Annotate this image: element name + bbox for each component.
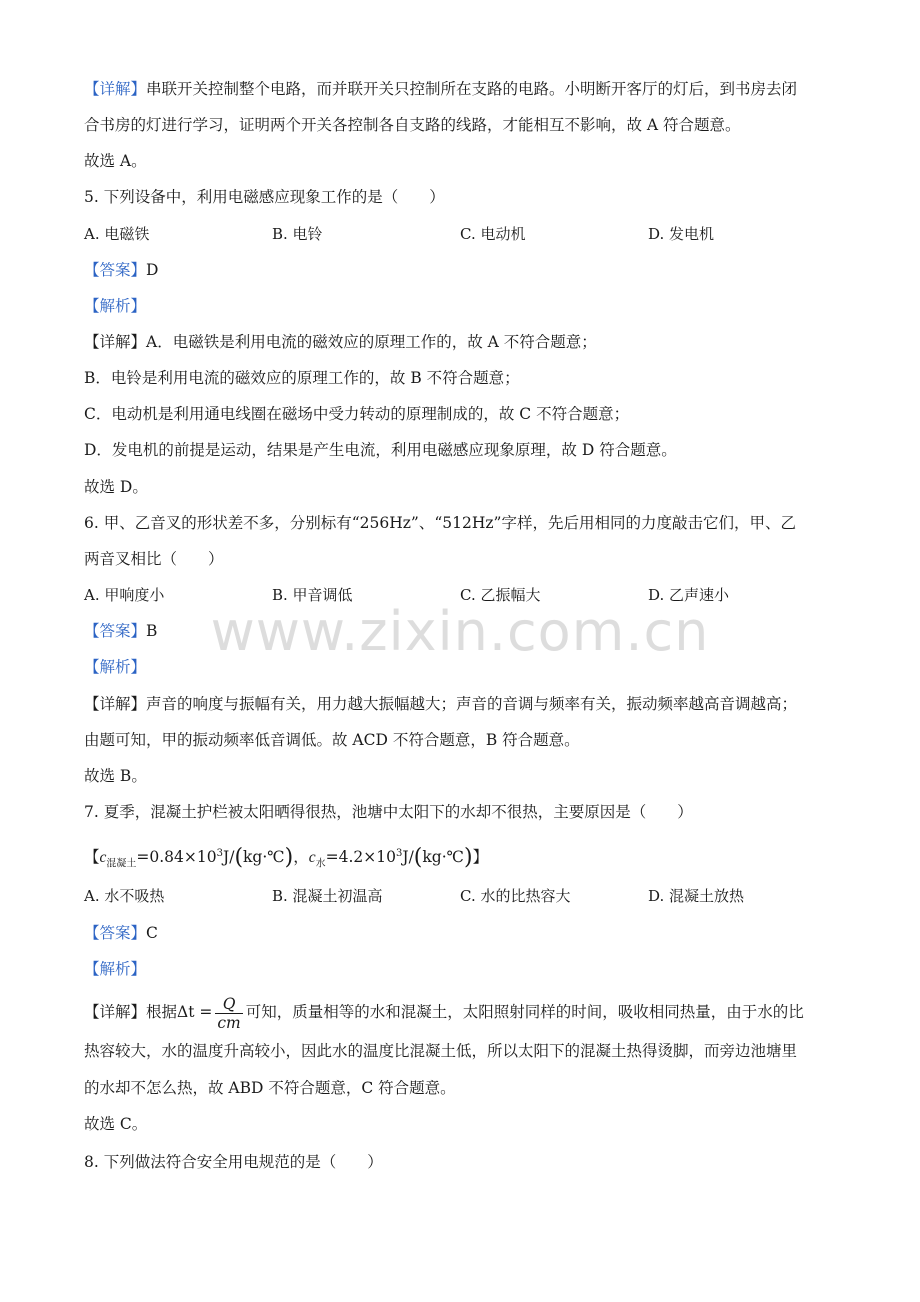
q7-data-formula: 【$c_{混凝土}=0.84\times 10^3J/(kg\cdot℃)$，$c_水=4.2\times 10^3J/(kg\cdot℃)$】 [84, 845, 489, 871]
delta-t: Δt = [177, 1003, 213, 1021]
q6-analysis-tag: 【解析】 [84, 658, 147, 676]
q8-stem: 8. 下列做法符合安全用电规范的是（ ） [84, 1153, 383, 1171]
q4-detail-line-2: 合书房的灯进行学习，证明两个开关各控制各自支路的线路，才能相互不影响，故 A 符合题意。 [84, 116, 741, 134]
q7-answer: 【答案】C [84, 924, 158, 942]
q5-option-d: D. 发电机 [648, 225, 715, 243]
q6-stem-line-1: 6. 甲、乙音叉的形状差不多，分别标有“256Hz”、“512Hz”字样，先后用相同的力度敲击它们，甲、乙 [84, 514, 796, 532]
q7-detail-line-1: 【详解】根据Δt = $\frac{Q}{cm}$ 可知，质量相等的水和混凝土，太阳照射同样的时间，吸收相同热量，由于水的比 [84, 994, 804, 1032]
q5-choice: 故选 D。 [84, 478, 148, 496]
q7-analysis-tag: 【解析】 [84, 960, 147, 978]
q6-option-c: C. 乙振幅大 [460, 586, 541, 604]
heat-fraction: $\frac{Q}{cm}$ [217, 994, 241, 1032]
q7-choice: 故选 C。 [84, 1115, 148, 1133]
watermark: www.zixin.com.cn [210, 600, 710, 663]
q6-detail-line-2: 由题可知，甲的振动频率低音调低。故 ACD 不符合题意，B 符合题意。 [84, 731, 580, 749]
q6-option-b: B. 甲音调低 [272, 586, 353, 604]
q7-option-d: D. 混凝土放热 [648, 887, 745, 905]
q5-detail-line-2: B．电铃是利用电流的磁效应的原理工作的，故 B 不符合题意； [84, 369, 520, 387]
q6-option-d: D. 乙声速小 [648, 586, 730, 604]
q4-detail-line-1: 【详解】串联开关控制整个电路，而并联开关只控制所在支路的电路。小明断开客厅的灯后，到书房去闭 [84, 80, 798, 98]
q6-answer: 【答案】B [84, 622, 158, 640]
answer-tag: 【答案】 [84, 261, 147, 279]
q5-stem: 5. 下列设备中，利用电磁感应现象工作的是（ ） [84, 188, 445, 206]
q5-detail-line-3: C．电动机是利用通电线圈在磁场中受力转动的原理制成的，故 C 不符合题意； [84, 405, 630, 423]
detail-tag: 【详解】 [84, 80, 147, 98]
q6-stem-line-2: 两音叉相比（ ） [84, 550, 224, 568]
q5-detail-line-4: D．发电机的前提是运动，结果是产生电流，利用电磁感应现象原理，故 D 符合题意。 [84, 441, 677, 459]
q5-option-a: A. 电磁铁 [84, 225, 150, 243]
q7-stem: 7. 夏季，混凝土护栏被太阳晒得很热，池塘中太阳下的水却不很热，主要原因是（ ） [84, 803, 693, 821]
q4-choice: 故选 A。 [84, 152, 147, 170]
q5-analysis-tag: 【解析】 [84, 297, 147, 315]
q5-option-c: C. 电动机 [460, 225, 526, 243]
q7-option-a: A. 水不吸热 [84, 887, 165, 905]
q5-option-b: B. 电铃 [272, 225, 323, 243]
q7-detail-line-3: 的水却不怎么热，故 ABD 不符合题意，C 符合题意。 [84, 1079, 456, 1097]
q6-choice: 故选 B。 [84, 767, 147, 785]
q7-option-b: B. 混凝土初温高 [272, 887, 383, 905]
q7-option-c: C. 水的比热容大 [460, 887, 571, 905]
q6-option-a: A. 甲响度小 [84, 586, 165, 604]
q7-detail-line-2: 热容较大，水的温度升高较小，因此水的温度比混凝土低，所以太阳下的混凝土热得烫脚，而旁边池塘里 [84, 1042, 798, 1060]
q5-detail-line-1: 【详解】A．电磁铁是利用电流的磁效应的原理工作的，故 A 不符合题意； [84, 333, 597, 351]
q5-answer: 【答案】D [84, 261, 159, 279]
q6-detail-line-1: 【详解】声音的响度与振幅有关，用力越大振幅越大；声音的音调与频率有关，振动频率越高音调越高； [84, 695, 798, 713]
